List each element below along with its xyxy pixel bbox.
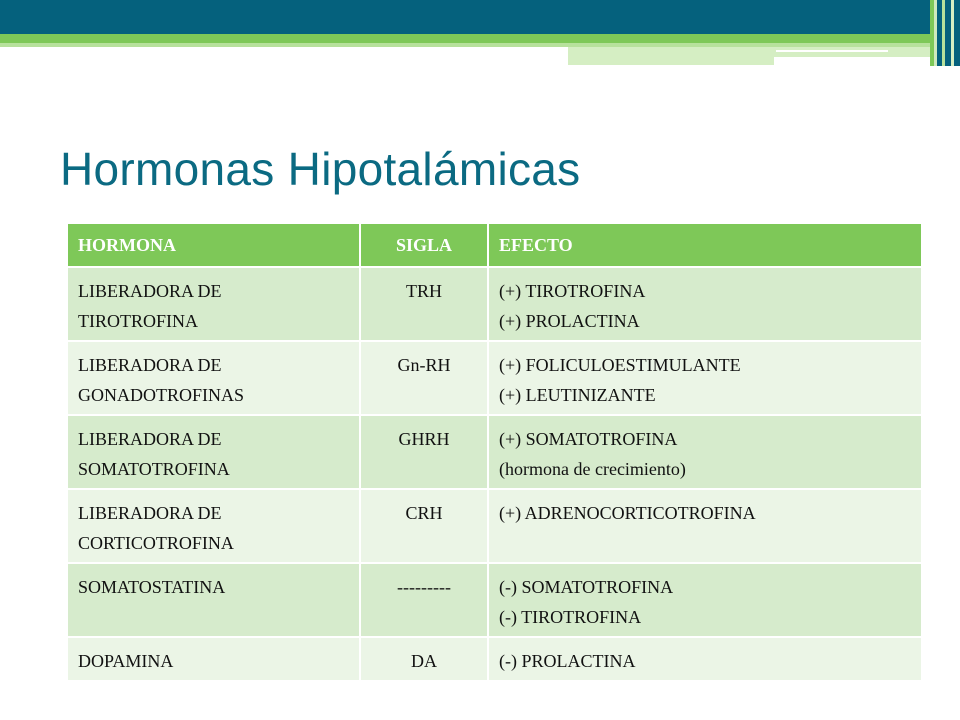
hormona-line: CORTICOTROFINA: [78, 533, 234, 553]
decorative-edge-stripe: [954, 0, 960, 66]
efecto-cell: [488, 415, 922, 489]
efecto-line: (-) PROLACTINA: [499, 651, 636, 671]
efecto-line: (+) ADRENOCORTICOTROFINA: [499, 503, 756, 523]
sigla-cell: CRH: [360, 489, 488, 563]
efecto-line: (+) LEUTINIZANTE: [499, 385, 656, 405]
table-row: [68, 563, 922, 637]
efecto-cell: [488, 637, 922, 680]
sigla-cell: DA: [360, 637, 488, 680]
hormona-line: SOMATOTROFINA: [78, 459, 230, 479]
table-row: [68, 637, 922, 680]
table-row: [68, 267, 922, 341]
column-header-hormona: HORMONA: [68, 224, 360, 267]
hormona-line: LIBERADORA DE: [78, 281, 222, 301]
efecto-cell: [488, 341, 922, 415]
table-row: [68, 341, 922, 415]
hormona-line: SOMATOSTATINA: [78, 577, 226, 597]
column-header-sigla: SIGLA: [360, 224, 488, 267]
decorative-bar: [568, 57, 774, 65]
table-row: [68, 415, 922, 489]
hormona-cell: [68, 489, 360, 563]
sigla-cell: ---------: [360, 563, 488, 637]
hormona-cell: [68, 415, 360, 489]
efecto-line: (+) TIROTROFINA: [499, 281, 646, 301]
hormona-cell: [68, 267, 360, 341]
sigla-cell: Gn-RH: [360, 341, 488, 415]
hormona-line: TIROTROFINA: [78, 311, 198, 331]
efecto-cell: [488, 489, 922, 563]
efecto-cell: [488, 563, 922, 637]
header-bar: [0, 0, 960, 34]
decorative-bar: [568, 47, 930, 57]
hormona-cell: [68, 341, 360, 415]
header-accent-stripe: [0, 34, 930, 43]
hormona-cell: [68, 563, 360, 637]
efecto-cell: [488, 267, 922, 341]
slide-title: Hormonas Hipotalámicas: [60, 143, 581, 195]
efecto-line: (-) SOMATOTROFINA: [499, 577, 674, 597]
hormona-line: LIBERADORA DE: [78, 355, 222, 375]
efecto-line: (hormona de crecimiento): [499, 459, 686, 479]
efecto-line: (+) PROLACTINA: [499, 311, 640, 331]
efecto-line: (+) FOLICULOESTIMULANTE: [499, 355, 741, 375]
table-row: [68, 489, 922, 563]
decorative-line: [776, 50, 888, 52]
hormona-line: DOPAMINA: [78, 651, 174, 671]
table-header-row: [68, 224, 922, 267]
sigla-cell: TRH: [360, 267, 488, 341]
hormona-line: LIBERADORA DE: [78, 429, 222, 449]
hormona-line: LIBERADORA DE: [78, 503, 222, 523]
efecto-line: (+) SOMATOTROFINA: [499, 429, 678, 449]
column-header-efecto: EFECTO: [488, 224, 922, 267]
efecto-line: (-) TIROTROFINA: [499, 607, 642, 627]
hormona-cell: [68, 637, 360, 680]
hormona-line: GONADOTROFINAS: [78, 385, 245, 405]
sigla-cell: GHRH: [360, 415, 488, 489]
hormones-table: [68, 224, 923, 680]
